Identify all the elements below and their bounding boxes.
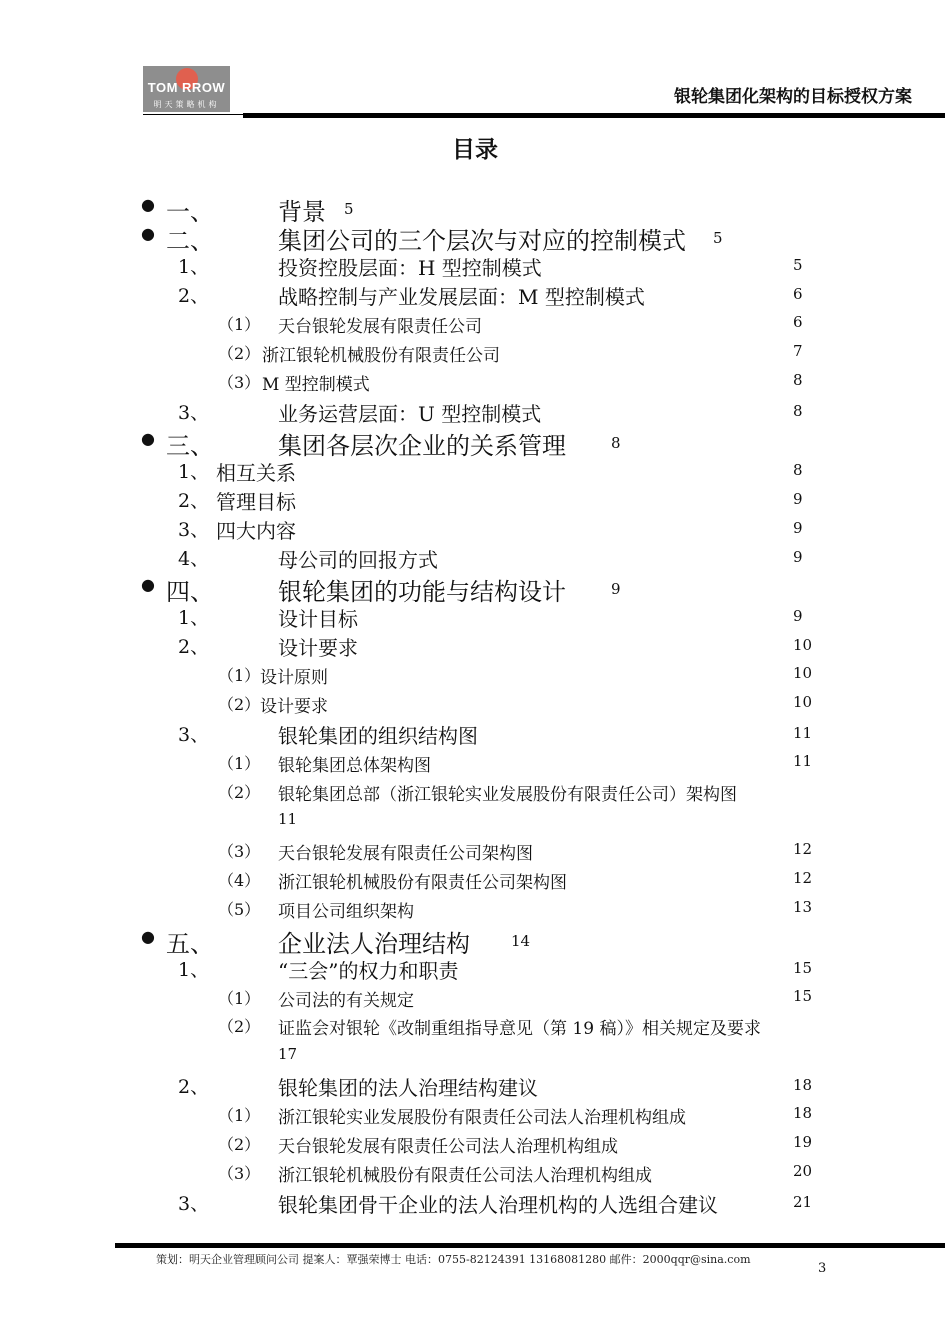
toc-entry-page: 20: [793, 1162, 813, 1180]
toc-entry-title: 浙江银轮机械股份有限责任公司法人治理机构组成: [278, 1166, 652, 1186]
toc-entry-title: 银轮集团总部（浙江银轮实业发展股份有限责任公司）架构图: [278, 785, 737, 805]
toc-entry-page: 5: [713, 229, 723, 247]
toc-entry-title: 企业法人治理结构: [278, 930, 470, 958]
toc-entry-title: 证监会对银轮《改制重组指导意见（第 19 稿）》相关规定及要求: [278, 1019, 761, 1039]
toc-entry-number: 二、: [166, 227, 214, 255]
toc-entry-page: 9: [793, 607, 803, 625]
toc-entry-number: （2）: [218, 1135, 261, 1154]
toc-entry-number: 2、: [178, 636, 210, 658]
toc-entry-number: （1）: [218, 754, 261, 773]
toc-entry-number: （5）: [218, 900, 261, 919]
toc-entry-page: 21: [793, 1193, 813, 1211]
toc-entry-title: 集团各层次企业的关系管理: [278, 432, 566, 460]
toc-entry-title: 设计要求: [260, 697, 328, 717]
toc-entry-page: 15: [793, 987, 813, 1005]
footer-contact: 策划：明天企业管理顾问公司 提案人：覃强荣博士 电话：0755-82124391 13168081280 邮件：2000qqr@sina.com: [156, 1253, 751, 1266]
toc-entry-title: 浙江银轮机械股份有限责任公司: [262, 346, 500, 366]
toc-entry-number: （3）: [218, 373, 261, 392]
toc-entry-number: （1）: [218, 1106, 261, 1125]
toc-entry-number: （1）: [218, 315, 261, 334]
toc-entry-number: （2）: [218, 695, 261, 714]
toc-entry-page: 12: [793, 869, 813, 887]
toc-entry-number: 3、: [178, 519, 210, 541]
toc-entry-title: 管理目标: [216, 490, 296, 514]
toc-entry-number: （3）: [218, 842, 261, 861]
toc-entry-number: （2）: [218, 344, 261, 363]
company-logo: [143, 66, 230, 112]
toc-entry-page: 7: [793, 342, 803, 360]
toc-entry-number: 四、: [166, 578, 214, 606]
toc-entry-title: 相互关系: [216, 461, 296, 485]
bullet-icon: ●: [141, 224, 155, 243]
toc-heading: 目录: [452, 137, 498, 163]
toc-entry-title: 设计要求: [278, 636, 358, 660]
toc-entry-title: 投资控股层面：H 型控制模式: [278, 256, 542, 280]
toc-entry-page: 12: [793, 840, 813, 858]
toc-entry-page: 15: [793, 959, 813, 977]
toc-entry-page: 9: [793, 519, 803, 537]
toc-entry-number: （2）: [218, 1017, 261, 1036]
toc-entry-number: （1）: [218, 666, 261, 685]
toc-entry-page: 14: [511, 932, 531, 950]
toc-entry-page: 18: [793, 1104, 813, 1122]
document-title: 银轮集团化架构的目标授权方案: [674, 87, 912, 107]
bullet-icon: ●: [141, 429, 155, 448]
toc-entry-number: （2）: [218, 783, 261, 802]
toc-entry-page: 10: [793, 664, 813, 682]
toc-entry-number: （1）: [218, 989, 261, 1008]
toc-entry-title: 四大内容: [216, 519, 296, 543]
toc-entry-page: 5: [793, 256, 803, 274]
toc-entry-number: 2、: [178, 490, 210, 512]
toc-entry-page: 8: [793, 371, 803, 389]
toc-entry-number: 1、: [178, 256, 210, 278]
toc-entry-page: 8: [793, 402, 803, 420]
toc-entry-number: 五、: [166, 930, 214, 958]
toc-entry-title: 背景: [278, 198, 326, 226]
toc-entry-number: 三、: [166, 432, 214, 460]
toc-entry-page: 9: [793, 548, 803, 566]
toc-entry-page: 13: [793, 898, 813, 916]
toc-entry-title: “三会”的权力和职责: [278, 959, 459, 983]
header-divider-thick: [243, 113, 945, 118]
toc-entry-number: 1、: [178, 959, 210, 981]
toc-entry-title: 银轮集团的功能与结构设计: [278, 578, 566, 606]
page-number: 3: [818, 1261, 827, 1276]
toc-entry-page: 11: [278, 810, 298, 828]
toc-entry-title: 业务运营层面：U 型控制模式: [278, 402, 542, 426]
toc-entry-page: 6: [793, 285, 803, 303]
toc-entry-number: （4）: [218, 871, 261, 890]
toc-entry-page: 10: [793, 693, 813, 711]
toc-entry-title: 浙江银轮实业发展股份有限责任公司法人治理机构组成: [278, 1108, 686, 1128]
toc-entry-number: 2、: [178, 285, 210, 307]
toc-entry-number: 2、: [178, 1076, 210, 1098]
toc-entry-number: 4、: [178, 548, 210, 570]
toc-entry-title: 天台银轮发展有限责任公司法人治理机构组成: [278, 1137, 618, 1157]
toc-entry-page: 17: [278, 1045, 298, 1063]
toc-entry-page: 9: [793, 490, 803, 508]
toc-entry-page: 19: [793, 1133, 813, 1151]
toc-entry-title: 银轮集团的组织结构图: [278, 724, 478, 748]
bullet-icon: ●: [141, 195, 155, 214]
toc-entry-number: 3、: [178, 724, 210, 746]
bullet-icon: ●: [141, 575, 155, 594]
bullet-icon: ●: [141, 927, 155, 946]
toc-entry-title: 浙江银轮机械股份有限责任公司架构图: [278, 873, 567, 893]
toc-entry-title: 母公司的回报方式: [278, 548, 438, 572]
toc-entry-number: 1、: [178, 607, 210, 629]
toc-entry-page: 8: [611, 434, 621, 452]
toc-entry-title: 设计目标: [278, 607, 358, 631]
toc-entry-page: 6: [793, 313, 803, 331]
logo-brand-text: TOM RROW: [147, 80, 226, 95]
footer-divider: [115, 1243, 945, 1248]
toc-entry-page: 8: [793, 461, 803, 479]
toc-entry-title: 天台银轮发展有限责任公司架构图: [278, 844, 533, 864]
toc-entry-number: 3、: [178, 1193, 210, 1215]
toc-entry-title: 设计原则: [260, 668, 328, 688]
toc-entry-page: 9: [611, 580, 621, 598]
toc-entry-page: 11: [793, 752, 813, 770]
toc-entry-title: 银轮集团总体架构图: [278, 756, 431, 776]
toc-entry-title: 银轮集团的法人治理结构建议: [278, 1076, 538, 1100]
toc-entry-number: 3、: [178, 402, 210, 424]
toc-entry-page: 5: [344, 200, 354, 218]
toc-entry-title: 银轮集团骨干企业的法人治理机构的人选组合建议: [278, 1193, 718, 1217]
toc-entry-number: 一、: [166, 198, 214, 226]
toc-entry-number: （3）: [218, 1164, 261, 1183]
toc-entry-page: 10: [793, 636, 813, 654]
toc-entry-title: 天台银轮发展有限责任公司: [278, 317, 482, 337]
logo-subtitle: 明天策略机构: [153, 100, 220, 109]
toc-entry-title: M 型控制模式: [262, 375, 370, 395]
toc-entry-title: 公司法的有关规定: [278, 991, 414, 1011]
toc-entry-title: 集团公司的三个层次与对应的控制模式: [278, 227, 686, 255]
toc-entry-page: 18: [793, 1076, 813, 1094]
toc-entry-number: 1、: [178, 461, 210, 483]
toc-entry-page: 11: [793, 724, 813, 742]
toc-entry-title: 项目公司组织架构: [278, 902, 414, 922]
toc-entry-title: 战略控制与产业发展层面：M 型控制模式: [278, 285, 645, 309]
